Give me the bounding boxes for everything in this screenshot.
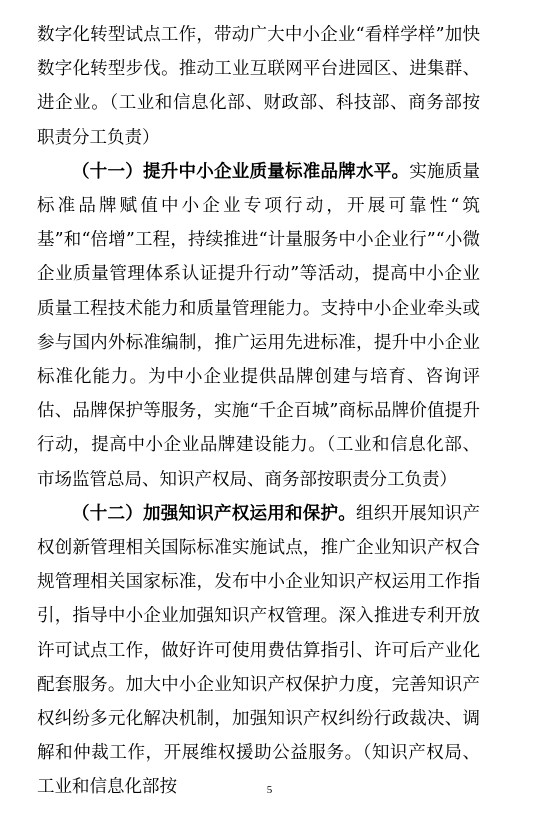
section-heading-12: （十二）加强知识产权运用和保护。 — [72, 503, 356, 524]
body-text — [37, 18, 480, 805]
paragraph-section-12 — [37, 497, 480, 805]
paragraph-text: 数字化转型试点工作，带动广大中小企业“看样学样”加快数字化转型步伐。推动工业互联网平台进园区、进集群、进企业。（工业和信息化部、财政部、科技部、商务部按职责分工负责） — [37, 25, 480, 148]
section-heading-11: （十一）提升中小企业质量标准品牌水平。 — [72, 161, 410, 182]
paragraph-text: 组织开展知识产权创新管理相关国际标准实施试点，推广企业知识产权合规管理相关国家标准，发布中小企业知识产权运用工作指引，指导中小企业加强知识产权管理。深入推进专利开放许可试点工作，做好许可使用费估算指引、许可后产业化配套服务。加大中小企业知识产权保护力度，完善知识产权纠纷多元化解决机制，加强知识产权纠纷行政裁决、调解和仲裁工作，开展维权援助公益服务。（知识产权局、工业和信息化部按 — [37, 503, 480, 798]
page-number: 5 — [266, 784, 273, 796]
paragraph-text: 实施质量标准品牌赋值中小企业专项行动，开展可靠性“筑基”和“倍增”工程，持续推进“计量服务中小企业行”“小微企业质量管理体系认证提升行动”等活动，提高中小企业质量工程技术能力和质量管理能力。支持中小企业牵头或参与国内外标准编制，推广运用先进标准，提升中小企业标准化能力。为中小企业提供品牌创建与培育、咨询评估、品牌保护等服务，实施“千企百城”商标品牌价值提升行动，提高中小企业品牌建设能力。（工业和信息化部、市场监管总局、知识产权局、商务部按职责分工负责） — [37, 161, 480, 490]
paragraph-section-11 — [37, 155, 480, 497]
paragraph-continued — [37, 18, 480, 155]
